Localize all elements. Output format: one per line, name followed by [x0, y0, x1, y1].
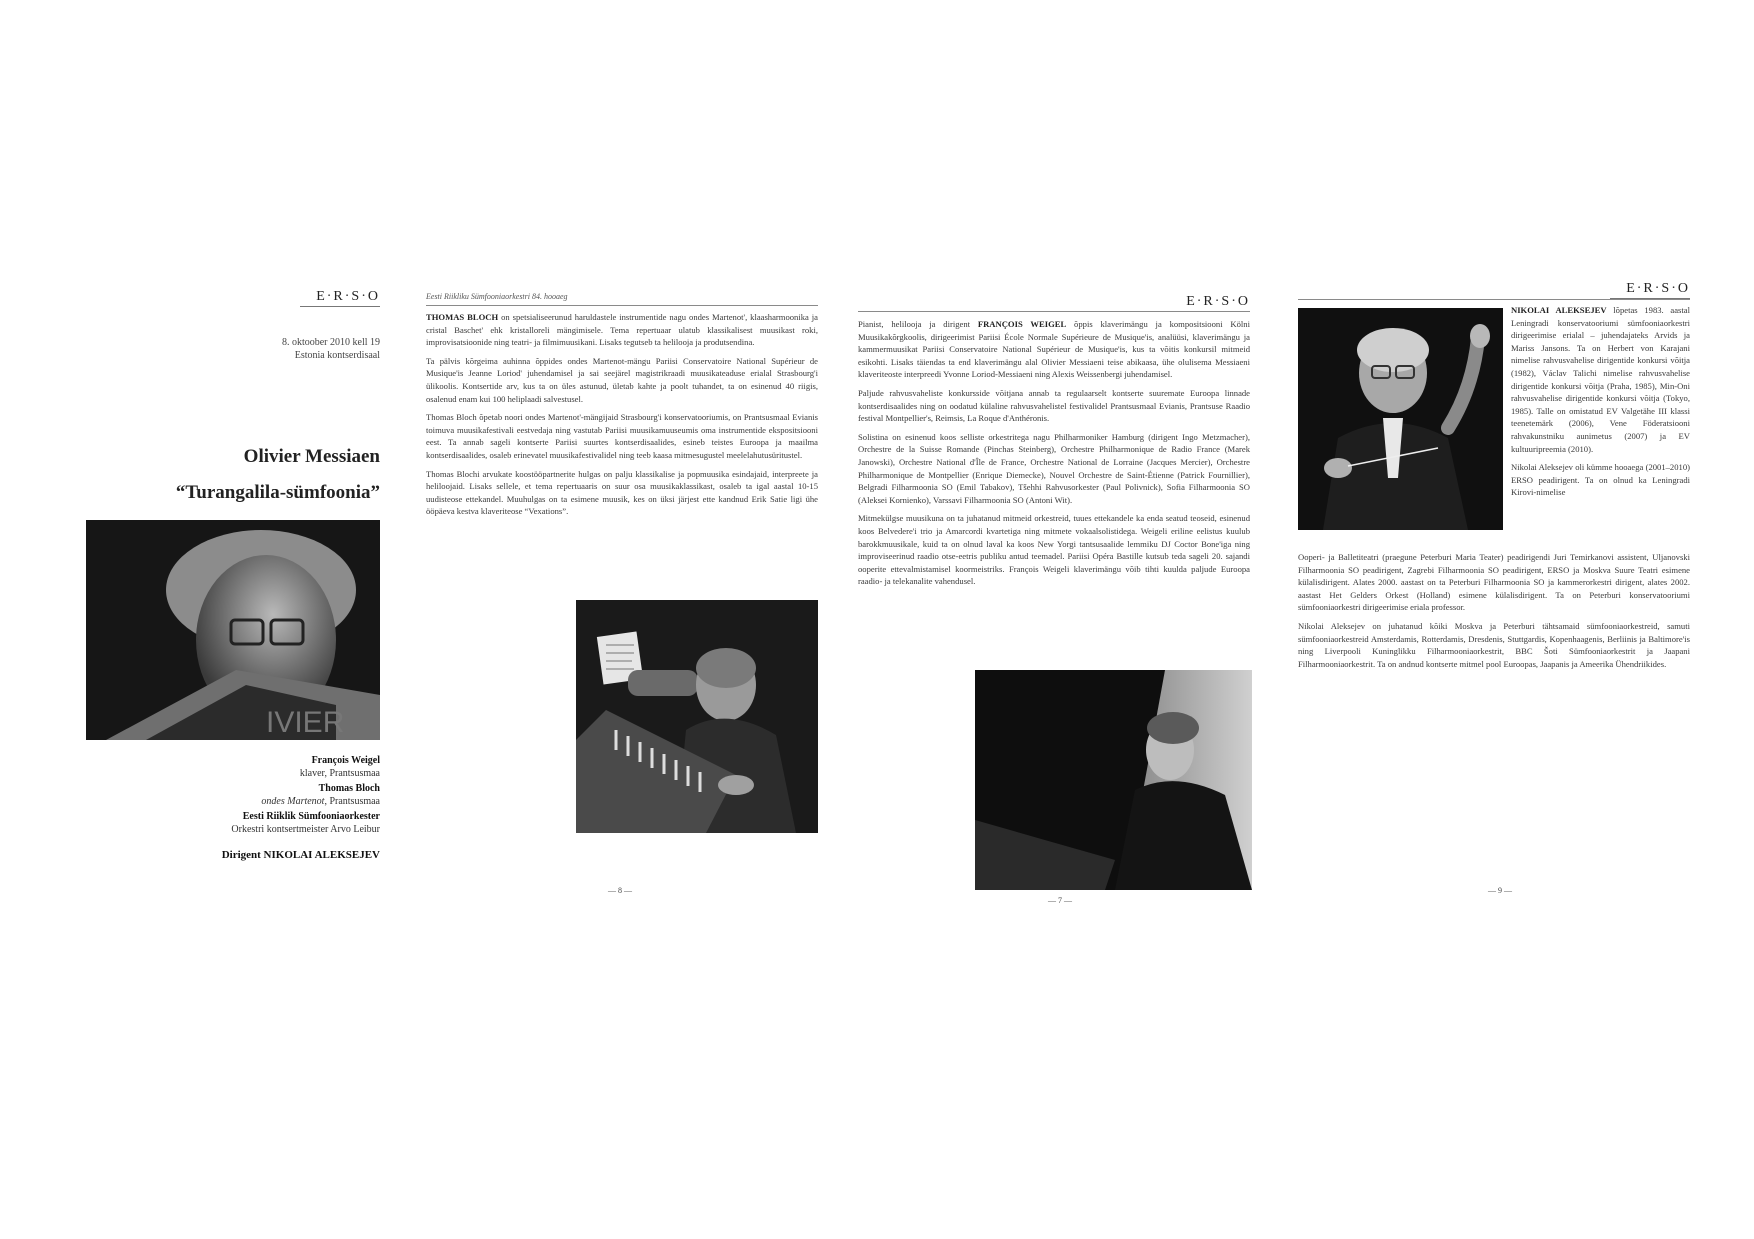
messiaen-photo	[86, 520, 380, 740]
conductor-line: Dirigent NIKOLAI ALEKSEJEV	[221, 849, 380, 861]
page-number: — 9 —	[1488, 886, 1512, 895]
aleksejev-paragraph-2b: Ooperi- ja Balletiteatri (praegune Peterburi Maria Teater) peadirigendi Juri Temirkanovi assistent, Uljanovski Filharmoonia SO peadirigent, Zagrebi Filharmoonia SO peadirigent, ERSO ja Moskva Suure Teatri esimene külalisdirigent. Alates 2000. aastast on ta Peterburi Filharmoonia SO ja kammerorkestri dirigent, alates 2002. aastast Het Gelders Orkest (Holland) esimene külalisdirigent. Ta on Peterburi konservatooriumi sümfooniaorkestri dirigeerimise eriala professor.	[1298, 552, 1690, 613]
performers-list	[160, 754, 380, 862]
weigel-paragraph-2: Paljude rahvusvaheliste konkursside võitjana annab ta regulaarselt kontserte suuremate Euroopa linnade kontserdisaalides ning on oodatud külaline rahvusvahelistel festivalidel Prantsusmaal Evianis, Prantsuse Raadio festival Montpellier's, Reimsis, La Roque d'Anthéronis.	[858, 387, 1250, 424]
weigel-paragraph-3: Solistina on esinenud koos selliste orkestritega nagu Philharmoniker Hamburg (dirigent Ingo Metzmacher), Orchestre de la Suisse Romande (Pinchas Steinberg), Orchestre Philharmonique de Radio France (Marek Janowski), Orchestre National d'Île de France, Orchestre National de Lorraine (Jacques Mercier), Orchestre Philharmonique de Montpellier (Enrique Diemecke), Nouvel Orchestre de Saint-Étienne (Patrick Fournillier), Belgradi Filharmoonia SO (Emil Tabakov), Tšehhi Rahvusorkester (Paul Polivnick), Sofia Filharmoonia SO (Aleksei Kornienko), Varssavi Filharmoonia SO (Antoni Wit).	[858, 431, 1250, 505]
header-rule	[426, 305, 818, 306]
page-number: — 7 —	[1048, 896, 1072, 905]
bloch-text-1: on spetsialiseerunud haruldastele instrumentide nagu ondes Martenot', klaasharmoonika ja cristal Baschet' ehk kristalloreli mängimisele. Tema repertuaar ulatub klassikalisest muusikast roki, improvisatsioonide ning teatri- ja filmimuusikani. Lisaks tegutseb ta helilooja ja produtsendina.	[426, 312, 818, 348]
erso-logo-text: E·R·S·O	[1186, 294, 1250, 309]
erso-logo-text: E·R·S·O	[1626, 281, 1690, 296]
performer-country: , Prantsusmaa	[324, 796, 380, 807]
aleksejev-bio-side	[1511, 304, 1690, 499]
concert-venue: Estonia kontserdisaal	[294, 350, 380, 361]
performer-name: Thomas Bloch	[318, 783, 380, 794]
performer-instrument: ondes Martenot	[261, 796, 325, 807]
bloch-photo	[576, 600, 818, 833]
messiaen-photo-image	[86, 520, 380, 740]
erso-logo	[300, 289, 380, 310]
bloch-name: THOMAS BLOCH	[426, 312, 499, 322]
composer-name: Olivier Messiaen	[243, 446, 380, 467]
bloch-paragraph-3: Thomas Bloch õpetab noori ondes Martenot'-mängijaid Strasbourg'i konservatooriumis, on Prantsusmaal Evianis toimuva muusikafestivali eestvedaja ning vastutab Pariisi muusikamuuseumis oma instrumentide ekspositsiooni eest. Ta annab sageli kontserte Pariisi suurtes kontserdisaalides, esineb teistes Euroopa ja maailma kontserdisaalides, osaleb erinevatel muusikafestivalidel ning teeb kaasa mitmesugustel meelelahutusüritustel.	[426, 412, 818, 460]
performer-bloch	[160, 782, 380, 808]
header-rule	[1298, 299, 1690, 300]
weigel-text-1: õppis klaverimängu ja kompositsiooni Kölni Muusikakõrgkoolis, dirigeerimist Pariisi École Normale Supérieure de Musique'is, analüüsi, klaverimängu ja kammermuusikat Pariisi Conservatoire National Supérieur de Musique'is, kus ta võitis konkursil mitmeid esikohti. Lisaks täiendas ta end klaverimängu alal Olivier Messiaeni teise abikaasa, ühe olulisema Messiaeni klaveriteoste interpreedi Yvonne Loriod-Messiaeni ning Alexis Weissenbergi juhendamisel.	[858, 319, 1250, 380]
bloch-paragraph-4: Thomas Blochi arvukate koostööpartnerite hulgas on palju klassikalise ja popmuusika esindajaid, interpreete ja heliloojaid. Lisaks sellele, et tema repertuaaris on suur osa muusikaklassikast, osaleb ta igal aastal 10-15 uudisteose ettekandel. Muuhulgas on ta esimene muusik, kes on üksi järjest ette kandnud Erik Satie ligi ühe ööpäeva kestva klaveriteose “Vexations”.	[426, 468, 818, 517]
bloch-bio	[426, 311, 818, 524]
performer-role: klaver, Prantsusmaa	[299, 768, 380, 779]
performer-orchestra	[160, 810, 380, 836]
weigel-name: FRANÇOIS WEIGEL	[977, 319, 1067, 329]
performer-name: François Weigel	[311, 755, 380, 766]
weigel-paragraph-1	[858, 318, 1250, 381]
aleksejev-text-1: lõpetas 1983. aastal Leningradi konservatooriumi sümfooniaorkestri dirigeerimise erialal – juhendajateks Arvids ja Mariss Jansons. Ta on Herbert von Karajani nimelise rahvusvahelise dirigentide konkursi võitja (1982), Václav Talichi nimelise rahvusvahelise dirigentide konkursi võitja (Praha, 1985), Min-Oni rahvusvahelise dirigentide konkursi võitja (Tokyo, 1985). Talle on omistatud EV Valgetähe III klassi teenetemärk (2006), Vene Föderatsiooni rahvakunstniku aunimetus (2007) ja EV kultuuripreemia (2010).	[1511, 305, 1690, 454]
weigel-paragraph-4: Mitmekülgse muusikuna on ta juhatanud mitmeid orkestreid, tuues ettekandele ka enda seatud teoseid, esinenud koos Belvedere'i trio ja Amarcordi kvartetiga ning mitmete vokaalsolistidega. Weigeli eriline eelistus kuulub barokkmuusikale, kuid ta on olnud laval ka koos New Yorgi tantsusaalide lemmiku DJ Coctor Bone'iga ning improviseerinud raadio otse-eetris publiku antud teemadel. Pariisi Opéra Bastille kutsub teda sageli 20. sajandi ooperite ettevalmistamisel koormeistriks. François Weigeli klaverimängu võib tihti kuulda paljude Euroopa raadio- ja telekanalite vahendusel.	[858, 513, 1250, 587]
messiaen-book-lettering: IVIER	[266, 706, 345, 739]
erso-logo-text: E·R·S·O	[316, 289, 380, 304]
weigel-bio	[858, 318, 1250, 594]
bloch-paragraph-1	[426, 311, 818, 349]
concert-date-block	[200, 336, 380, 362]
aleksejev-photo-image	[1298, 308, 1503, 530]
page-number: — 8 —	[608, 886, 632, 895]
performer-role: Orkestri kontsertmeister Arvo Leibur	[231, 824, 380, 835]
aleksejev-name: NIKOLAI ALEKSEJEV	[1511, 305, 1607, 315]
work-title: “Turangalila-sümfoonia”	[175, 482, 380, 503]
bloch-photo-image	[576, 600, 818, 833]
concert-date: 8. oktoober 2010 kell 19	[281, 337, 380, 348]
aleksejev-bio-full	[1298, 551, 1690, 676]
bloch-paragraph-2: Ta pälvis kõrgeima auhinna õppides ondes Martenot-mängu Pariisi Conservatoire National Supérieur de Musique'is Jeanne Loriod' juhendamisel ja sai seejärel magistrikraadi muusikateaduse erialal Strasbourg'i ülikoolis. Kontsertide arv, kus ta on üles astunud, ületab kahte ja poolt tuhandet, ta on esinenud 40 riigis, osalenud enam kui 100 heliplaadi salvestusel.	[426, 355, 818, 404]
aleksejev-paragraph-3: Nikolai Aleksejev on juhatanud kõiki Moskva ja Peterburi tähtsamaid sümfooniaorkestreid, samuti sümfooniaorkestreid Amsterdamis, Rotterdamis, Dresdenis, Stuttgardis, Kopenhaagenis, Berliinis ja Baltimore'is ning Liverpooli Kuninglikku Filharmooniaorkestrit, BBC Šoti Sümfooniaorkestrit ja Jaapani Filharmooniaorkestrit. Ta on andnud kontserte mitmel pool Euroopas, Jaapanis ja Ameerika Ühendriikides.	[1298, 620, 1690, 669]
header-rule	[858, 311, 1250, 312]
performer-name: Eesti Riiklik Sümfooniaorkester	[242, 811, 380, 822]
aleksejev-paragraph-2a: Nikolai Aleksejev oli kümme hooaega (2001–2010) ERSO peadirigent. Ta on olnud ka Leningradi Kirovi-nimelise	[1511, 462, 1690, 498]
aleksejev-paragraph-1	[1511, 304, 1690, 455]
weigel-photo-image	[975, 670, 1252, 890]
aleksejev-photo	[1298, 308, 1503, 530]
weigel-photo	[975, 670, 1252, 890]
weigel-intro: Pianist, helilooja ja dirigent	[858, 319, 971, 329]
running-header: Eesti Riikliku Sümfooniaorkestri 84. hooaeg	[426, 292, 568, 301]
performer-weigel	[160, 754, 380, 780]
